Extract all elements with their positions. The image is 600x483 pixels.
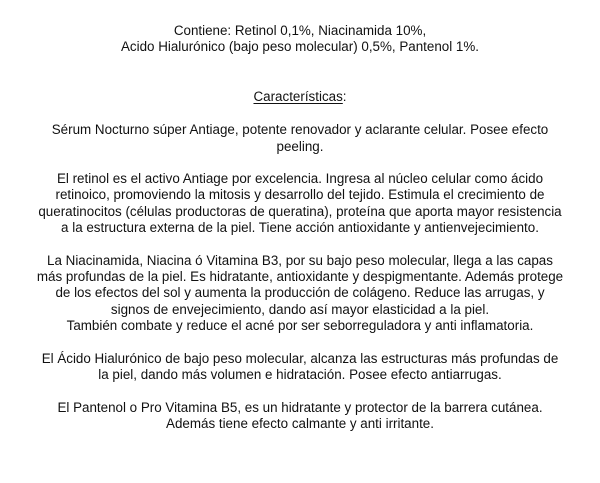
ingredients-block bbox=[0, 23, 600, 56]
paragraph-line: Además tiene efecto calmante y anti irritante. bbox=[166, 415, 434, 431]
ingredients-line: Contiene: Retinol 0,1%, Niacinamida 10%, bbox=[173, 23, 427, 38]
section-heading bbox=[0, 89, 600, 105]
paragraph-line: El Pantenol o Pro Vitamina B5, es un hidratante y protector de la barrera cutánea. bbox=[57, 399, 543, 415]
spacer bbox=[0, 56, 600, 89]
spacer bbox=[0, 237, 600, 253]
spacer bbox=[0, 335, 600, 351]
paragraph-line: La Niacinamida, Niacina ó Vitamina B3, por su bajo peso molecular, llega a las capas bbox=[47, 252, 553, 268]
paragraph-line: más profundas de la piel. Es hidratante, antioxidante y despigmentante. Además protege bbox=[36, 269, 564, 285]
paragraph-overview bbox=[0, 122, 600, 155]
spacer bbox=[0, 155, 600, 171]
paragraph-line: También combate y reduce el acné por ser seborreguladora y anti inflamatoria. bbox=[66, 318, 534, 334]
paragraph-panthenol bbox=[0, 400, 600, 433]
spacer bbox=[0, 384, 600, 400]
spacer bbox=[0, 105, 600, 122]
paragraph-retinol bbox=[0, 171, 600, 237]
paragraph-line: signos de envejecimiento, dando así mayor elasticidad a la piel. bbox=[110, 301, 490, 317]
paragraph-niacinamide bbox=[0, 253, 600, 335]
paragraph-line: queratinocitos (células productoras de queratina), proteína que aporta mayor resistencia bbox=[38, 203, 562, 219]
paragraph-line: peeling. bbox=[276, 138, 324, 154]
paragraph-line: Sérum Nocturno súper Antiage, potente renovador y aclarante celular. Posee efecto bbox=[51, 122, 549, 138]
paragraph-line: a la estructura externa de la piel. Tiene acción antioxidante y antienvejecimiento. bbox=[61, 220, 539, 236]
paragraph-line: de los efectos del sol y aumenta la producción de colágeno. Reduce las arrugas, y bbox=[55, 285, 545, 301]
paragraph-line: El retinol es el activo Antiage por excelencia. Ingresa al núcleo celular como ácido bbox=[56, 171, 544, 187]
paragraph-line: la piel, dando más volumen e hidratación. Posee efecto antiarrugas. bbox=[98, 367, 502, 383]
ingredients-line: Acido Hialurónico (bajo peso molecular) 0,5%, Pantenol 1%. bbox=[120, 39, 480, 55]
paragraph-line: El Ácido Hialurónico de bajo peso molecular, alcanza las estructuras más profundas de bbox=[41, 350, 559, 366]
paragraph-hyaluronic-acid bbox=[0, 351, 600, 384]
section-heading-text: Características bbox=[253, 88, 343, 104]
paragraph-line: retinoico, promoviendo la mitosis y desarrollo del tejido. Estimula el crecimiento de bbox=[55, 187, 545, 203]
section-heading-colon: : bbox=[342, 88, 347, 104]
